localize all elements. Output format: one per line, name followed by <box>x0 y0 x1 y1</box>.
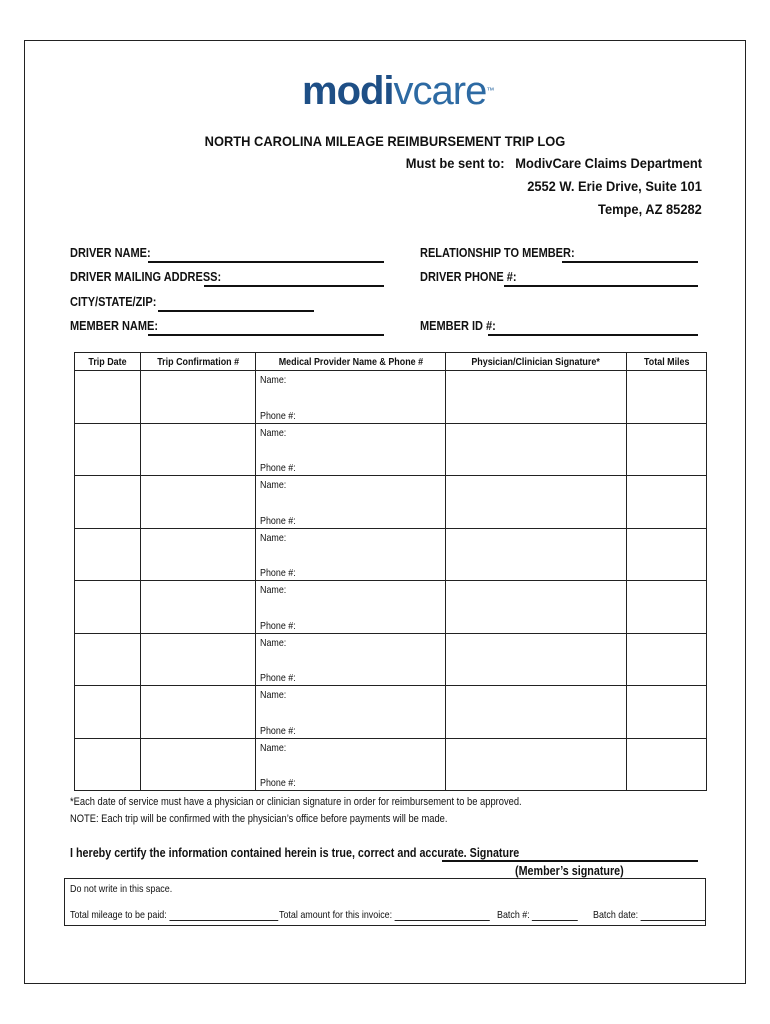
driver-phone-field[interactable] <box>504 285 698 287</box>
member-name-field[interactable] <box>148 334 384 336</box>
address-line-2: 2552 W. Erie Drive, Suite 101 <box>527 178 702 194</box>
member-name-label: MEMBER NAME: <box>70 319 158 333</box>
logo-bold-text: modi <box>302 69 394 113</box>
signature-cell[interactable] <box>446 581 627 634</box>
member-id-field[interactable] <box>488 334 698 336</box>
trip-date-cell[interactable] <box>75 528 141 581</box>
member-id-label: MEMBER ID #: <box>420 319 496 333</box>
table-row <box>75 371 707 424</box>
table-row <box>75 476 707 529</box>
trip-date-cell[interactable] <box>75 476 141 529</box>
provider-cell[interactable] <box>256 686 446 739</box>
total-miles-cell[interactable] <box>627 633 707 686</box>
city-state-zip-field[interactable] <box>158 310 314 312</box>
trip-confirmation-cell[interactable] <box>141 371 256 424</box>
total-miles-cell[interactable] <box>627 738 707 791</box>
provider-cell[interactable] <box>256 528 446 581</box>
trip-date-cell[interactable] <box>75 581 141 634</box>
total-miles-cell[interactable] <box>627 686 707 739</box>
trip-confirmation-cell[interactable] <box>141 423 256 476</box>
provider-phone-label: Phone #: <box>260 724 296 737</box>
table-row <box>75 423 707 476</box>
driver-address-field[interactable] <box>204 285 384 287</box>
header-physician-signature: Physician/Clinician Signature* <box>446 353 627 371</box>
provider-name-label: Name: <box>260 374 287 386</box>
signature-cell[interactable] <box>446 528 627 581</box>
send-to-label: Must be sent to: <box>405 155 505 171</box>
total-miles-cell[interactable] <box>627 581 707 634</box>
provider-name-label: Name: <box>260 636 287 649</box>
provider-phone-label: Phone #: <box>260 672 296 684</box>
trip-confirmation-cell[interactable] <box>141 738 256 791</box>
total-miles-cell[interactable] <box>627 423 707 476</box>
header-trip-date: Trip Date <box>75 353 141 371</box>
signature-cell[interactable] <box>446 738 627 791</box>
trademark-symbol: ™ <box>486 86 494 95</box>
table-header-row <box>75 353 707 371</box>
signature-cell[interactable] <box>446 686 627 739</box>
total-amount-field[interactable] <box>395 911 490 921</box>
batch-number-label: Batch #: <box>497 909 578 921</box>
signature-cell[interactable] <box>446 371 627 424</box>
total-miles-cell[interactable] <box>627 371 707 424</box>
provider-cell[interactable] <box>256 738 446 791</box>
batch-number-field[interactable] <box>532 911 578 921</box>
signature-cell[interactable] <box>446 633 627 686</box>
provider-name-label: Name: <box>260 689 287 701</box>
certification-statement: I hereby certify the information contained herein is true, correct and accurate. Signature <box>70 846 520 860</box>
provider-phone-label: Phone #: <box>260 514 296 527</box>
signature-requirement-note: *Each date of service must have a physician or clinician signature in order for reimbursement to be approved. <box>70 796 522 808</box>
provider-name-label: Name: <box>260 584 287 596</box>
provider-phone-label: Phone #: <box>260 567 296 579</box>
driver-phone-label: DRIVER PHONE #: <box>420 270 517 284</box>
address-line-3: Tempe, AZ 85282 <box>598 201 702 217</box>
provider-cell[interactable] <box>256 371 446 424</box>
trip-confirmation-cell[interactable] <box>141 581 256 634</box>
claims-department: ModivCare Claims Department <box>515 155 702 171</box>
table-row <box>75 738 707 791</box>
confirmation-note: NOTE: Each trip will be confirmed with the physician’s office before payments will be made. <box>70 813 448 825</box>
provider-cell[interactable] <box>256 423 446 476</box>
total-mileage-field[interactable] <box>169 911 278 921</box>
trip-date-cell[interactable] <box>75 633 141 686</box>
trip-confirmation-cell[interactable] <box>141 686 256 739</box>
logo-light-text: vcare <box>393 69 487 113</box>
table-row <box>75 581 707 634</box>
trip-date-cell[interactable] <box>75 423 141 476</box>
trip-date-cell[interactable] <box>75 738 141 791</box>
total-miles-cell[interactable] <box>627 528 707 581</box>
header-trip-confirmation: Trip Confirmation # <box>141 353 256 371</box>
office-use-box <box>64 878 706 926</box>
trip-confirmation-cell[interactable] <box>141 633 256 686</box>
provider-phone-label: Phone #: <box>260 409 296 422</box>
trip-log-table <box>74 352 707 791</box>
trip-confirmation-cell[interactable] <box>141 528 256 581</box>
header-medical-provider: Medical Provider Name & Phone # <box>256 353 446 371</box>
driver-name-label: DRIVER NAME: <box>70 246 151 260</box>
provider-cell[interactable] <box>256 476 446 529</box>
header-total-miles: Total Miles <box>627 353 707 371</box>
driver-address-label: DRIVER MAILING ADDRESS: <box>70 270 222 284</box>
signature-cell[interactable] <box>446 423 627 476</box>
provider-phone-label: Phone #: <box>260 619 296 632</box>
batch-date-label: Batch date: <box>593 909 705 921</box>
provider-cell[interactable] <box>256 581 446 634</box>
total-miles-cell[interactable] <box>627 476 707 529</box>
member-signature-caption: (Member’s signature) <box>515 864 624 878</box>
modivcare-logo <box>302 68 493 114</box>
city-state-zip-label: CITY/STATE/ZIP: <box>70 295 157 309</box>
provider-phone-label: Phone #: <box>260 777 296 789</box>
relationship-field[interactable] <box>562 261 698 263</box>
table-row <box>75 528 707 581</box>
provider-name-label: Name: <box>260 479 287 491</box>
provider-name-label: Name: <box>260 741 287 754</box>
form-title: NORTH CAROLINA MILEAGE REIMBURSEMENT TRIP LOG <box>204 133 566 149</box>
total-mileage-label: Total mileage to be paid: <box>70 909 278 921</box>
relationship-label: RELATIONSHIP TO MEMBER: <box>420 246 575 260</box>
member-signature-field[interactable] <box>442 860 698 862</box>
provider-phone-label: Phone #: <box>260 462 296 474</box>
provider-cell[interactable] <box>256 633 446 686</box>
trip-date-cell[interactable] <box>75 371 141 424</box>
batch-date-field[interactable] <box>641 911 706 921</box>
table-row <box>75 686 707 739</box>
table-row <box>75 633 707 686</box>
total-amount-label: Total amount for this invoice: <box>279 909 490 921</box>
address-line-1 <box>406 155 702 171</box>
provider-name-label: Name: <box>260 426 287 439</box>
signature-cell[interactable] <box>446 476 627 529</box>
trip-date-cell[interactable] <box>75 686 141 739</box>
office-use-header: Do not write in this space. <box>70 883 173 895</box>
provider-name-label: Name: <box>260 531 287 544</box>
driver-name-field[interactable] <box>148 261 384 263</box>
trip-confirmation-cell[interactable] <box>141 476 256 529</box>
